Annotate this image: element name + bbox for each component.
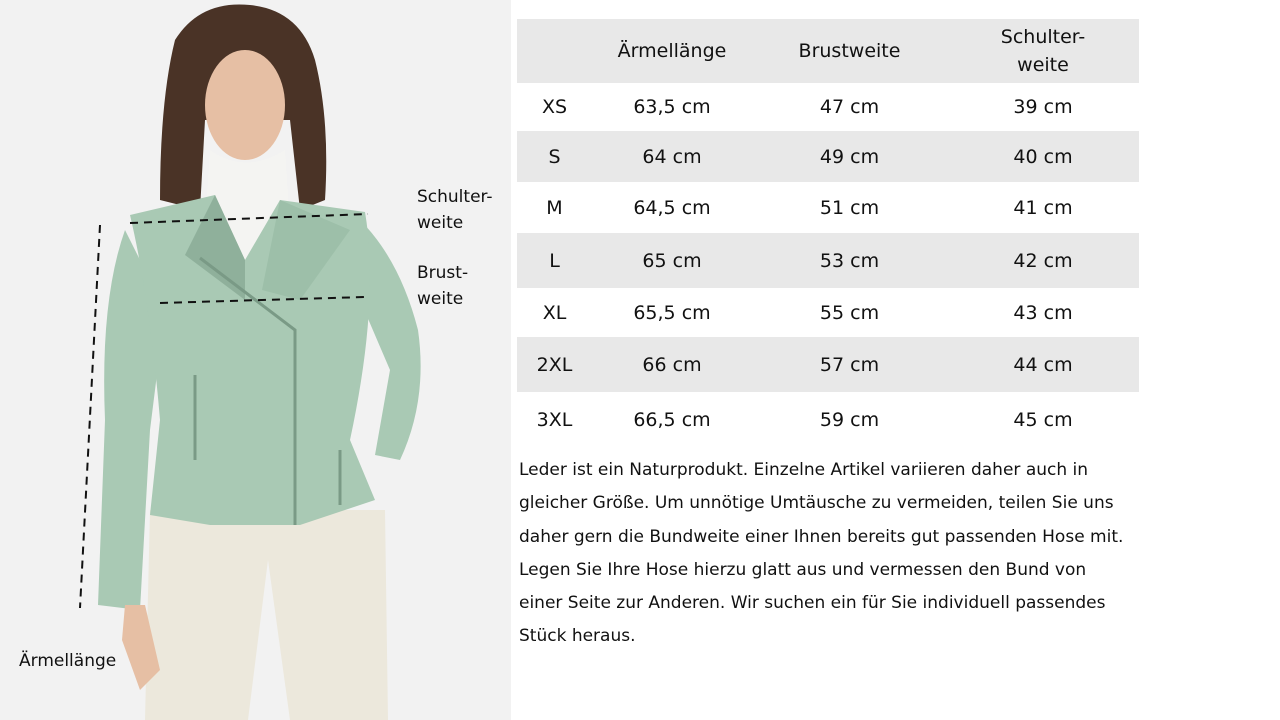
size-cell: M [546,196,563,219]
header-shoulder-line2: weite [1017,54,1069,76]
size-table [517,19,1139,447]
shoulder-cell: 45 cm [1013,408,1073,431]
sleeve-length-label [19,648,116,674]
chest-cell: 51 cm [819,196,880,219]
sleeve-cell: 65 cm [642,249,702,272]
sleeve-cell: 65,5 cm [633,301,711,324]
sleeve-label-text: Ärmellänge [19,651,117,671]
note-line: Legen Sie Ihre Hose hierzu glatt aus und vermessen den Bund von [519,559,1087,580]
note-line: Leder ist ein Naturprodukt. Einzelne Artikel variieren daher auch in [519,460,1089,480]
note-line: gleicher Größe. Um unnötige Umtäusche zu vermeiden, teilen Sie uns [519,493,1114,514]
shoulder-width-label [417,184,493,236]
chest-cell: 59 cm [819,408,880,431]
model-jacket-illustration [0,0,511,720]
leather-note-paragraph [519,454,1139,654]
shoulder-cell: 43 cm [1013,301,1073,324]
table-row [517,233,1139,288]
table-row [517,182,1139,233]
note-line: einer Seite zur Anderen. Wir suchen ein für Sie individuell passendes [519,593,1106,614]
chest-width-label [417,260,468,312]
header-chest-width: Brustweite [798,40,901,62]
shoulder-cell: 44 cm [1013,353,1073,376]
table-row [517,288,1139,337]
chest-cell: 49 cm [819,145,880,168]
table-header-row [517,19,1139,83]
size-cell: XL [542,301,567,324]
sleeve-cell: 66,5 cm [633,408,711,431]
size-cell: 2XL [536,353,573,376]
size-cell: XS [541,96,568,118]
shoulder-label-text: Schulter- weite [417,187,493,233]
header-sleeve-length: Ärmellänge [617,40,727,62]
chest-cell: 47 cm [819,96,880,118]
note-line: Stück heraus. [519,626,636,647]
chest-cell: 53 cm [819,249,880,272]
sleeve-cell: 66 cm [642,353,702,376]
table-row [517,83,1139,131]
size-cell: 3XL [536,408,573,431]
shoulder-cell: 41 cm [1013,196,1073,219]
table-row [517,131,1139,182]
chest-cell: 57 cm [819,353,880,376]
size-cell: S [548,145,561,168]
header-shoulder-line1: Schulter- [1000,26,1086,48]
shoulder-cell: 39 cm [1013,96,1073,118]
sleeve-cell: 64,5 cm [633,196,711,219]
table-row [517,337,1139,392]
shoulder-cell: 40 cm [1013,145,1073,168]
chest-label-text: Brust- weite [417,263,469,309]
chest-cell: 55 cm [819,301,880,324]
shoulder-cell: 42 cm [1013,249,1073,272]
sleeve-cell: 64 cm [642,145,702,168]
header-shoulder-width [947,23,1139,79]
size-cell: L [549,249,560,272]
product-photo [0,0,511,720]
sleeve-measure-line [80,225,100,608]
note-line: daher gern die Bundweite einer Ihnen bereits gut passenden Hose mit. [519,526,1124,547]
table-row [517,392,1139,447]
sleeve-cell: 63,5 cm [633,96,711,118]
